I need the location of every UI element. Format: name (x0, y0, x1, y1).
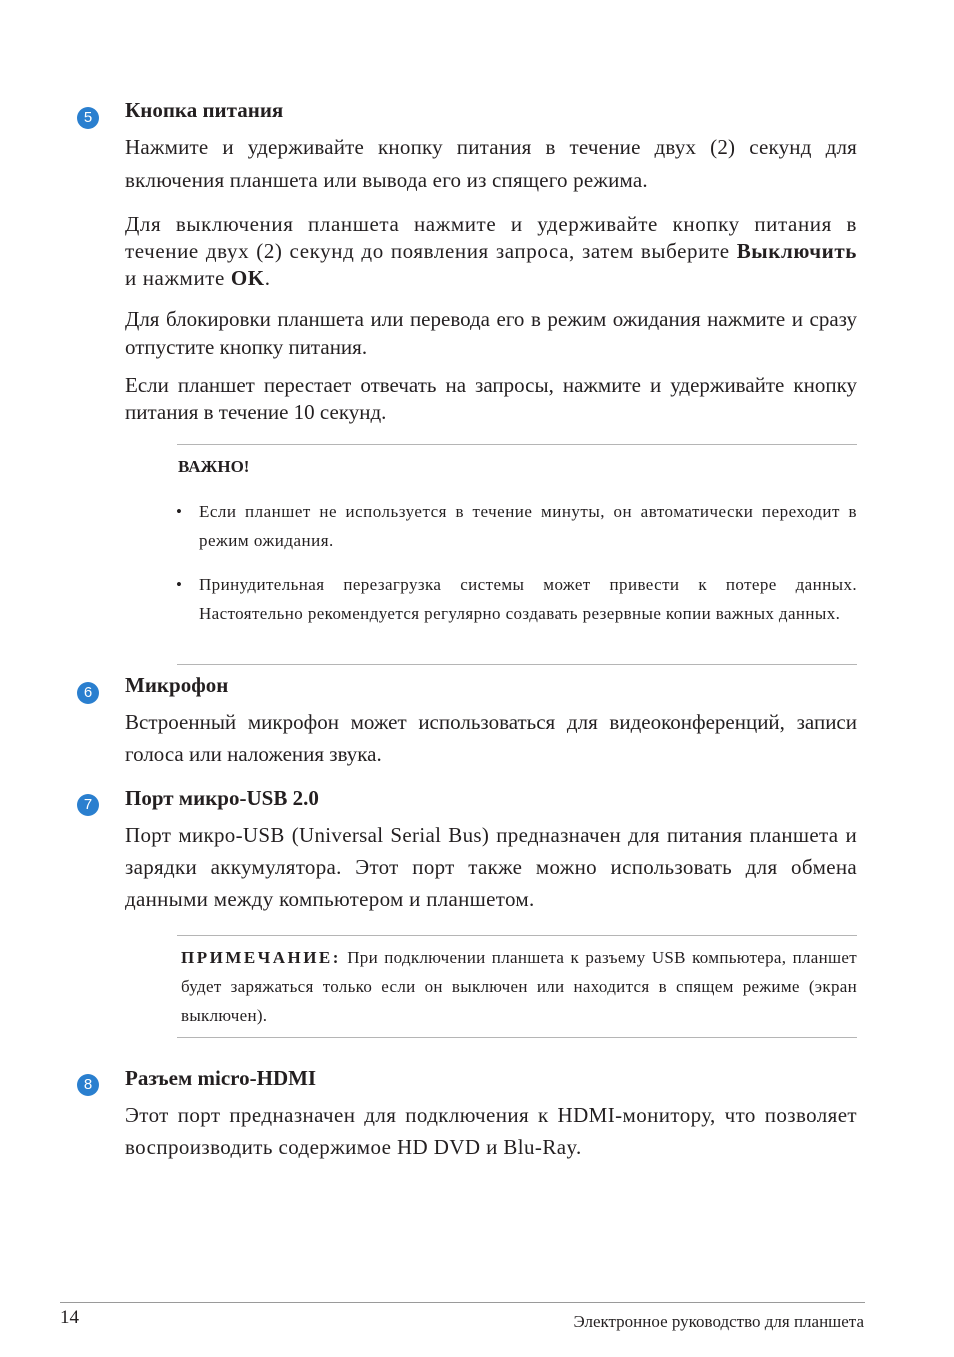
note-label: ПРИМЕЧАНИЕ: (181, 948, 341, 967)
section-title-microphone: Микрофон (125, 673, 229, 697)
bullet-icon: • (176, 575, 182, 594)
divider (177, 444, 857, 445)
ok-button-label: OK (230, 266, 265, 290)
list-item: Принудительная перезагрузка системы может привести к потере данных. Настоятельно рекомендуется регулярно создавать резервные копии важных данных. (199, 575, 857, 623)
connector-text: и нажмите (125, 266, 231, 290)
section-number-badge: 6 (77, 682, 99, 704)
paragraph-power-off (125, 211, 857, 292)
important-title: ВАЖНО! (178, 457, 250, 476)
bullet-icon: • (176, 502, 182, 521)
paragraph: Если планшет перестает отвечать на запросы, нажмите и удерживайте кнопку питания в течение 10 секунд. (125, 373, 857, 424)
section-number-badge: 8 (77, 1074, 99, 1096)
section-title-micro-hdmi: Разъем micro-HDMI (125, 1066, 317, 1090)
divider (177, 935, 857, 936)
off-button-label: Выключить (736, 239, 857, 263)
period: . (264, 266, 271, 290)
paragraph-text: Для выключения планшета нажмите и удерживайте кнопку питания в течение двух (2) секунд до появления запроса, затем выберите (125, 212, 857, 263)
paragraph: Порт микро-USB (Universal Serial Bus) предназначен для питания планшета и зарядки аккумулятора. Этот порт также можно использовать для обмена данными между компьютером и планшетом. (125, 823, 857, 911)
section-title-micro-usb: Порт микро-USB 2.0 (125, 786, 319, 810)
section-number-badge: 7 (77, 794, 99, 816)
note-box (181, 943, 857, 1030)
manual-title: Электронное руководство для планшета (573, 1312, 864, 1331)
section-number-badge: 5 (77, 107, 99, 129)
paragraph: Для блокировки планшета или перевода его в режим ожидания нажмите и сразу отпустите кнопку питания. (125, 307, 857, 359)
paragraph: Нажмите и удерживайте кнопку питания в течение двух (2) секунд для включения планшета или вывода его из спящего режима. (125, 135, 857, 192)
page-number: 14 (60, 1307, 79, 1328)
divider (177, 1037, 857, 1038)
note-text: При подключении планшета к разъему USB компьютера, планшет будет заряжаться только если он выключен или находится в спящем режиме (экран выключен). (181, 948, 857, 1025)
footer-divider (60, 1302, 865, 1303)
paragraph: Встроенный микрофон может использоваться для видеоконференций, записи голоса или наложения звука. (125, 710, 857, 766)
divider (177, 664, 857, 665)
paragraph: Этот порт предназначен для подключения к HDMI-монитору, что позволяет воспроизводить содержимое HD DVD и Blu-Ray. (125, 1103, 857, 1159)
list-item: Если планшет не используется в течение минуты, он автоматически переходит в режим ожидания. (199, 502, 857, 550)
section-title-power-button: Кнопка питания (125, 98, 284, 122)
